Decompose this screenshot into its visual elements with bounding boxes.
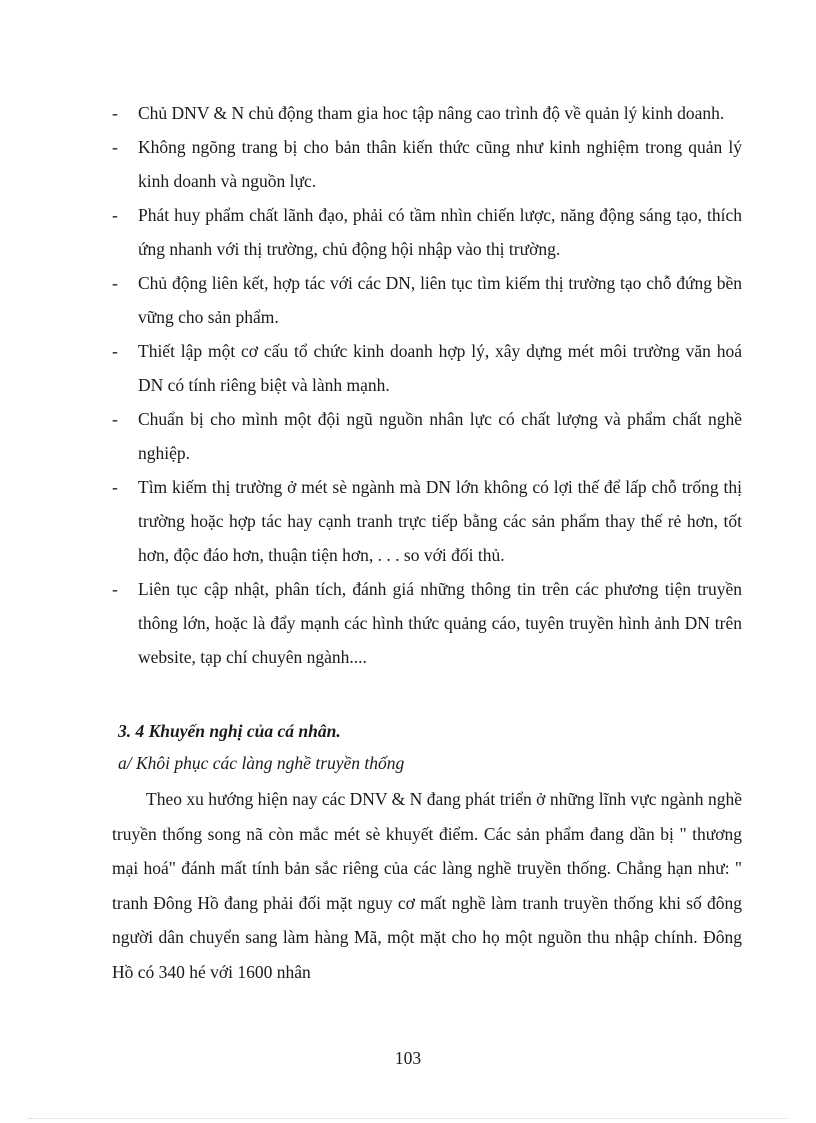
list-item-text: Liên tục cập nhật, phân tích, đánh giá những thông tin trên các phương tiện truyền thông lớn, hoặc là đẩy mạnh các hình thức quảng cáo, tuyên truyền hình ảnh DN trên website, tạp chí chuyên ngành.... bbox=[138, 579, 742, 667]
bullet-dash: - bbox=[112, 477, 118, 497]
recommendation-list bbox=[112, 96, 742, 674]
body-paragraph: Theo xu hướng hiện nay các DNV & N đang phát triển ở những lĩnh vực ngành nghề truyền thống song nã còn mắc mét sè khuyết điểm. Các sản phẩm đang dần bị " thương mại hoá" đánh mất tính bản sắc riêng của các làng nghề truyền thống. Chẳng hạn như: " tranh Đông Hồ đang phải đối mặt nguy cơ mất nghề làm tranh truyền thống khi số đông người dân chuyển sang làm hàng Mã, một mặt cho họ một nguồn thu nhập chính. Đông Hồ có 340 hé với 1600 nhân bbox=[112, 789, 742, 982]
page-number: 103 bbox=[394, 1048, 422, 1068]
list-item-text: Chủ DNV & N chủ động tham gia hoc tập nâng cao trình độ về quản lý kinh doanh. bbox=[138, 103, 725, 123]
list-item bbox=[112, 96, 742, 130]
bullet-dash: - bbox=[112, 579, 118, 599]
list-item bbox=[112, 402, 742, 470]
list-item-text: Phát huy phẩm chất lãnh đạo, phải có tầm nhìn chiến lược, năng động sáng tạo, thích ứng nhanh với thị trường, chủ động hội nhập vào thị trường. bbox=[138, 205, 742, 259]
list-item bbox=[112, 130, 742, 198]
subsection-heading: a/ Khôi phục các làng nghề truyền thống bbox=[118, 753, 405, 773]
list-item bbox=[112, 572, 742, 674]
section-heading: 3. 4 Khuyến nghị của cá nhân. bbox=[118, 721, 341, 741]
list-item-text: Tìm kiếm thị trường ở mét sè ngành mà DN lớn không có lợi thế để lấp chỗ trống thị trường hoặc hợp tác hay cạnh tranh trực tiếp bằng các sản phẩm thay thế rẻ hơn, tốt hơn, độc đáo hơn, thuận tiện hơn, . . . so với đối thủ. bbox=[138, 477, 742, 565]
bullet-dash: - bbox=[112, 103, 118, 123]
list-item bbox=[112, 266, 742, 334]
list-item bbox=[112, 470, 742, 572]
list-item-text: Thiết lập một cơ cấu tổ chức kinh doanh hợp lý, xây dựng mét môi trường văn hoá DN có tính riêng biệt và lành mạnh. bbox=[138, 341, 742, 395]
list-item-text: Chủ động liên kết, hợp tác với các DN, liên tục tìm kiếm thị trường tạo chỗ đứng bền vững cho sản phẩm. bbox=[138, 273, 742, 327]
list-item-text: Chuẩn bị cho mình một đội ngũ nguồn nhân lực có chất lượng và phẩm chất nghề nghiệp. bbox=[138, 409, 742, 463]
bullet-dash: - bbox=[112, 273, 118, 293]
bullet-dash: - bbox=[112, 409, 118, 429]
list-item bbox=[112, 334, 742, 402]
bullet-dash: - bbox=[112, 137, 118, 157]
bullet-dash: - bbox=[112, 205, 118, 225]
list-item bbox=[112, 198, 742, 266]
list-item-text: Không ngõng trang bị cho bản thân kiến thức cũng như kinh nghiệm trong quản lý kinh doanh và nguồn lực. bbox=[138, 137, 742, 191]
bullet-dash: - bbox=[112, 341, 118, 361]
footer-divider bbox=[28, 1118, 788, 1119]
